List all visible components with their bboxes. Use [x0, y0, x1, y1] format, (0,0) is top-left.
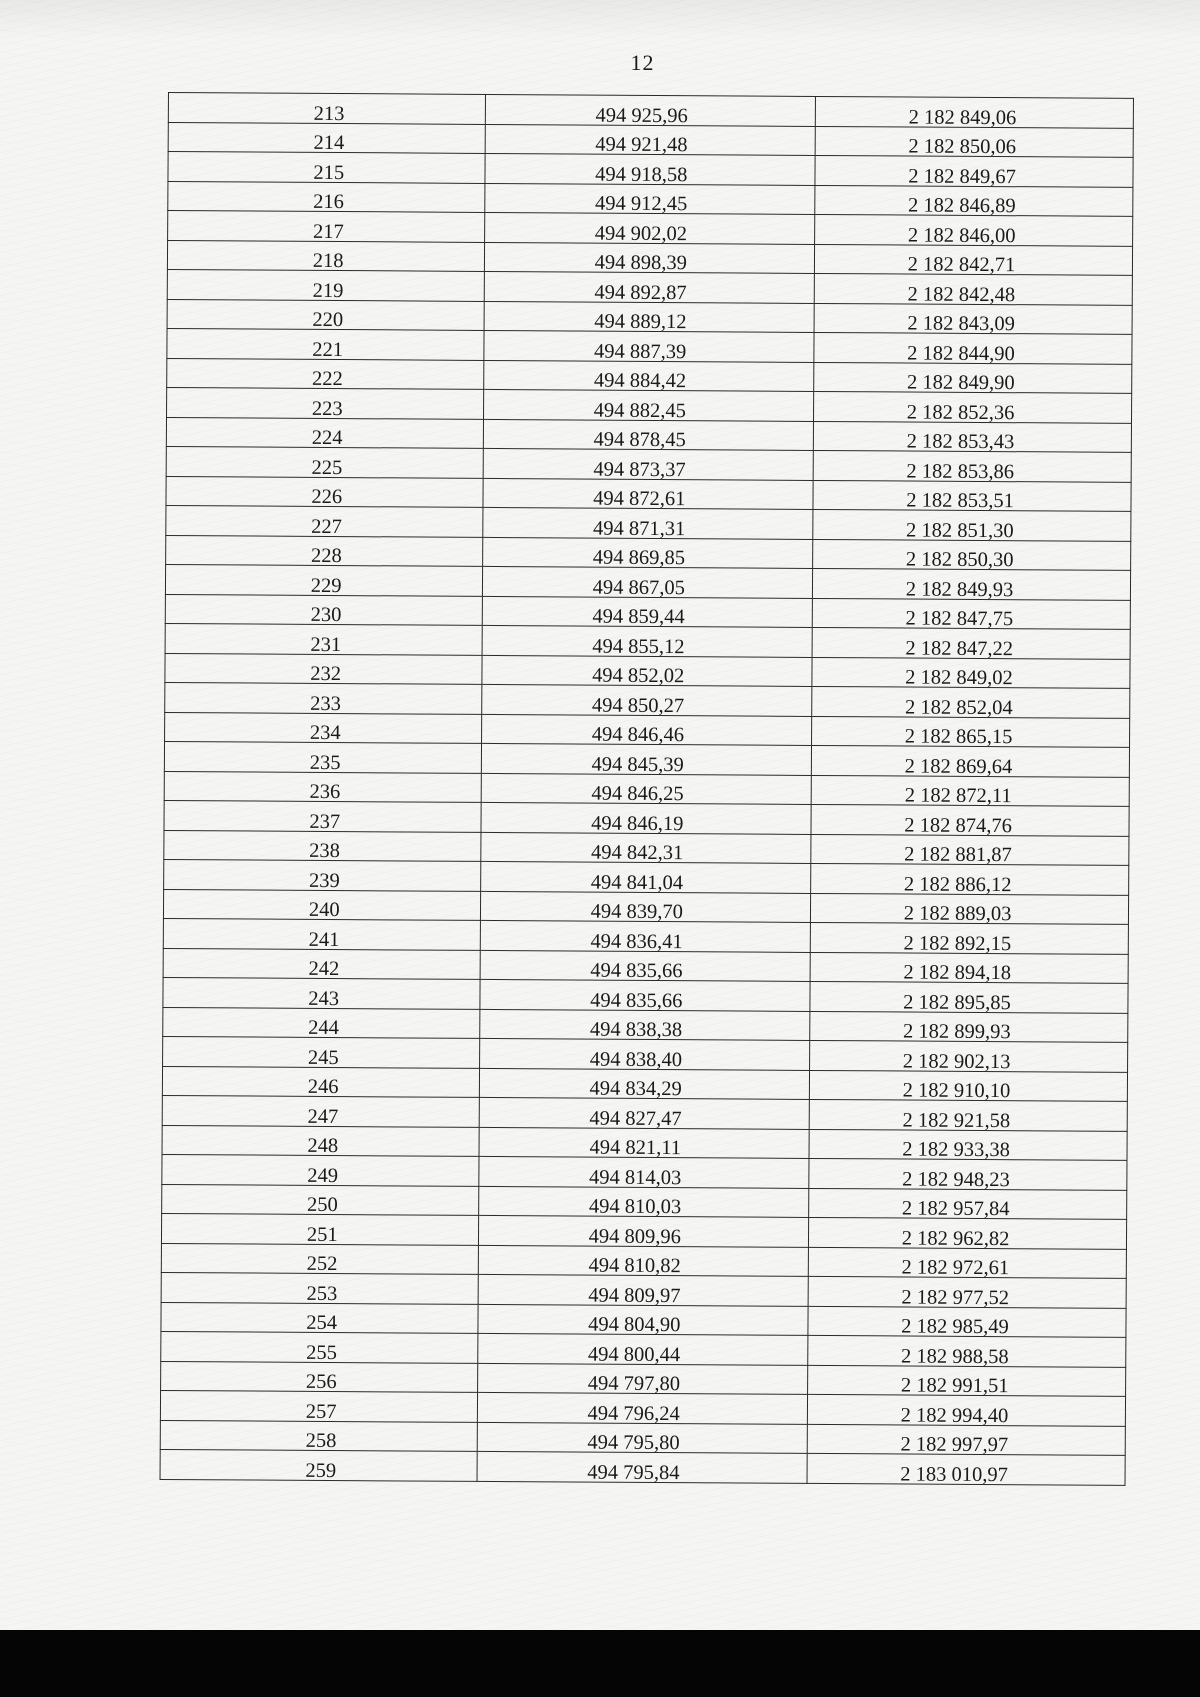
- y-coordinate-value: 2 182 997,97: [900, 1433, 1009, 1457]
- y-coordinate-value: 2 182 852,04: [904, 696, 1013, 719]
- x-coordinate-cell: [481, 920, 811, 952]
- y-coordinate-cell: [809, 1217, 1127, 1248]
- x-coordinate-cell: [478, 1304, 808, 1336]
- y-coordinate-value: 2 182 844,90: [907, 342, 1015, 365]
- point-number-value: 248: [307, 1134, 339, 1158]
- y-coordinate-cell: [808, 1247, 1126, 1278]
- x-coordinate-cell: [483, 566, 813, 598]
- point-number-value: 256: [305, 1370, 337, 1394]
- point-number-value: 245: [307, 1046, 339, 1069]
- point-number-cell: [165, 594, 483, 625]
- x-coordinate-value: 494 804,90: [588, 1313, 681, 1337]
- point-number-cell: [164, 859, 482, 890]
- y-coordinate-cell: [810, 981, 1128, 1012]
- point-number-cell: [163, 948, 481, 979]
- y-coordinate-cell: [814, 273, 1132, 304]
- x-coordinate-cell: [479, 1156, 809, 1188]
- point-number-cell: [163, 889, 481, 920]
- point-number-cell: [163, 1007, 481, 1038]
- x-coordinate-value: 494 921,48: [595, 133, 688, 157]
- point-number-cell: [160, 1420, 478, 1451]
- y-coordinate-value: 2 182 849,67: [908, 165, 1016, 188]
- point-number-value: 237: [309, 810, 341, 833]
- point-number-cell: [164, 741, 482, 772]
- point-number-value: 213: [313, 102, 345, 125]
- y-coordinate-cell: [808, 1306, 1126, 1337]
- point-number-cell: [161, 1243, 479, 1274]
- point-number-value: 253: [306, 1282, 338, 1305]
- x-coordinate-cell: [480, 1009, 810, 1041]
- x-coordinate-cell: [480, 1038, 810, 1070]
- y-coordinate-cell: [809, 1158, 1127, 1189]
- y-coordinate-cell: [813, 450, 1131, 481]
- x-coordinate-value: 494 898,39: [594, 251, 687, 275]
- x-coordinate-cell: [479, 1245, 809, 1277]
- x-coordinate-cell: [482, 773, 812, 805]
- x-coordinate-cell: [484, 301, 814, 333]
- x-coordinate-value: 494 872,61: [593, 487, 686, 511]
- y-coordinate-value: 2 182 910,10: [902, 1079, 1011, 1103]
- x-coordinate-cell: [479, 1186, 809, 1218]
- point-number-value: 235: [309, 751, 341, 774]
- x-coordinate-value: 494 839,70: [590, 900, 683, 924]
- x-coordinate-value: 494 796,24: [587, 1402, 680, 1425]
- x-coordinate-value: 494 889,12: [594, 310, 687, 334]
- x-coordinate-cell: [485, 242, 815, 274]
- point-number-value: 227: [311, 515, 343, 538]
- x-coordinate-cell: [485, 153, 815, 185]
- y-coordinate-cell: [811, 804, 1129, 835]
- x-coordinate-value: 494 878,45: [593, 428, 686, 452]
- point-number-value: 218: [312, 249, 344, 273]
- y-coordinate-cell: [811, 745, 1129, 776]
- page-number: 12: [630, 50, 655, 75]
- x-coordinate-cell: [482, 655, 812, 687]
- y-coordinate-cell: [814, 332, 1132, 363]
- x-coordinate-value: 494 838,38: [589, 1018, 683, 1042]
- point-number-value: 236: [309, 780, 341, 804]
- y-coordinate-value: 2 182 849,93: [905, 578, 1014, 601]
- x-coordinate-value: 494 836,41: [590, 930, 683, 953]
- y-coordinate-cell: [808, 1365, 1126, 1396]
- y-coordinate-cell: [809, 1129, 1127, 1160]
- point-number-cell: [163, 918, 481, 949]
- y-coordinate-cell: [813, 509, 1131, 540]
- point-number-cell: [160, 1390, 478, 1421]
- point-number-value: 221: [312, 338, 344, 361]
- point-number-cell: [165, 712, 483, 743]
- point-number-value: 238: [309, 839, 341, 863]
- x-coordinate-cell: [478, 1363, 808, 1395]
- y-coordinate-cell: [810, 922, 1128, 953]
- y-coordinate-cell: [813, 480, 1131, 511]
- y-coordinate-value: 2 182 899,93: [902, 1020, 1011, 1044]
- x-coordinate-value: 494 855,12: [592, 635, 685, 658]
- x-coordinate-cell: [482, 714, 812, 746]
- y-coordinate-value: 2 182 886,12: [903, 873, 1012, 896]
- y-coordinate-cell: [811, 775, 1129, 806]
- x-coordinate-value: 494 845,39: [591, 753, 684, 776]
- y-coordinate-cell: [815, 155, 1133, 186]
- x-coordinate-value: 494 871,31: [592, 517, 686, 540]
- y-coordinate-value: 2 182 977,52: [901, 1286, 1010, 1309]
- x-coordinate-cell: [482, 743, 812, 775]
- y-coordinate-value: 2 182 853,43: [906, 430, 1015, 454]
- point-number-value: 257: [305, 1400, 337, 1423]
- x-coordinate-cell: [478, 1422, 808, 1454]
- y-coordinate-cell: [815, 185, 1133, 216]
- x-coordinate-cell: [479, 1215, 809, 1247]
- x-coordinate-cell: [483, 507, 813, 539]
- x-coordinate-value: 494 892,87: [594, 281, 687, 304]
- x-coordinate-value: 494 800,44: [587, 1343, 681, 1366]
- y-coordinate-cell: [809, 1070, 1127, 1101]
- point-number-value: 249: [307, 1164, 339, 1187]
- y-coordinate-value: 2 182 894,18: [903, 961, 1012, 985]
- y-coordinate-value: 2 182 985,49: [901, 1315, 1009, 1339]
- point-number-value: 246: [307, 1075, 339, 1099]
- y-coordinate-value: 2 182 881,87: [904, 843, 1012, 867]
- x-coordinate-value: 494 838,40: [589, 1048, 683, 1071]
- point-number-value: 250: [306, 1193, 338, 1217]
- point-number-cell: [168, 211, 486, 242]
- y-coordinate-cell: [811, 834, 1129, 865]
- point-number-cell: [165, 564, 483, 595]
- y-coordinate-value: 2 182 872,11: [904, 784, 1012, 808]
- y-coordinate-value: 2 182 849,02: [905, 666, 1013, 690]
- y-coordinate-value: 2 182 962,82: [901, 1227, 1010, 1250]
- point-number-cell: [166, 505, 484, 536]
- point-number-cell: [163, 977, 481, 1008]
- y-coordinate-value: 2 182 853,51: [906, 489, 1014, 513]
- y-coordinate-cell: [808, 1276, 1126, 1307]
- point-number-value: 222: [312, 367, 343, 391]
- x-coordinate-cell: [484, 448, 814, 480]
- y-coordinate-cell: [807, 1424, 1125, 1455]
- point-number-value: 259: [305, 1459, 337, 1482]
- x-coordinate-cell: [481, 802, 811, 834]
- point-number-value: 239: [308, 869, 340, 892]
- x-coordinate-value: 494 846,19: [591, 812, 684, 835]
- y-coordinate-cell: [814, 303, 1132, 334]
- x-coordinate-cell: [484, 389, 814, 421]
- point-number-cell: [168, 122, 486, 153]
- point-number-value: 229: [310, 574, 342, 597]
- point-number-cell: [161, 1213, 479, 1244]
- y-coordinate-cell: [813, 568, 1131, 599]
- x-coordinate-value: 494 852,02: [592, 664, 685, 688]
- y-coordinate-cell: [813, 539, 1131, 570]
- y-coordinate-cell: [815, 214, 1133, 245]
- point-number-cell: [165, 682, 483, 713]
- y-coordinate-value: 2 182 902,13: [902, 1050, 1011, 1073]
- point-number-value: 231: [310, 633, 342, 656]
- y-coordinate-value: 2 182 892,15: [903, 932, 1012, 955]
- point-number-value: 251: [306, 1223, 338, 1246]
- coordinates-table: [160, 92, 1134, 1485]
- point-number-cell: [168, 93, 486, 124]
- y-coordinate-cell: [813, 421, 1131, 452]
- x-coordinate-value: 494 810,82: [588, 1254, 681, 1278]
- y-coordinate-value: 2 182 850,30: [905, 548, 1014, 572]
- point-number-cell: [162, 1095, 480, 1126]
- point-number-cell: [160, 1449, 478, 1480]
- x-coordinate-value: 494 795,84: [587, 1461, 680, 1484]
- x-coordinate-value: 494 827,47: [589, 1107, 682, 1130]
- point-number-cell: [167, 387, 485, 418]
- y-coordinate-value: 2 182 889,03: [903, 902, 1012, 926]
- point-number-value: 224: [311, 426, 343, 450]
- point-number-value: 228: [310, 544, 342, 568]
- y-coordinate-value: 2 182 852,36: [906, 401, 1015, 424]
- x-coordinate-cell: [480, 1097, 810, 1129]
- y-coordinate-cell: [814, 391, 1132, 422]
- y-coordinate-value: 2 182 895,85: [903, 991, 1011, 1014]
- point-number-value: 223: [311, 397, 343, 420]
- y-coordinate-value: 2 182 842,71: [907, 253, 1016, 277]
- point-number-value: 216: [313, 190, 344, 214]
- x-coordinate-value: 494 912,45: [594, 192, 688, 216]
- y-coordinate-value: 2 182 874,76: [904, 814, 1012, 837]
- x-coordinate-cell: [485, 183, 815, 215]
- point-number-value: 220: [312, 308, 344, 332]
- y-coordinate-value: 2 182 994,40: [900, 1404, 1009, 1427]
- x-coordinate-cell: [481, 832, 811, 864]
- y-coordinate-value: 2 182 869,64: [904, 755, 1013, 778]
- x-coordinate-value: 494 835,66: [590, 959, 683, 983]
- y-coordinate-value: 2 182 991,51: [900, 1374, 1009, 1398]
- y-coordinate-cell: [812, 657, 1130, 688]
- x-coordinate-value: 494 809,96: [588, 1225, 681, 1248]
- y-coordinate-cell: [815, 126, 1133, 157]
- x-coordinate-value: 494 795,80: [587, 1431, 680, 1455]
- y-coordinate-cell: [814, 362, 1132, 393]
- x-coordinate-cell: [479, 1127, 809, 1159]
- y-coordinate-cell: [811, 863, 1129, 894]
- y-coordinate-cell: [808, 1394, 1126, 1425]
- point-number-value: 240: [308, 898, 340, 922]
- x-coordinate-value: 494 850,27: [591, 694, 685, 717]
- point-number-cell: [161, 1331, 479, 1362]
- point-number-cell: [162, 1125, 480, 1156]
- y-coordinate-value: 2 182 842,48: [907, 283, 1016, 306]
- x-coordinate-cell: [481, 861, 811, 893]
- point-number-value: 226: [311, 485, 343, 509]
- x-coordinate-value: 494 918,58: [595, 163, 688, 186]
- point-number-cell: [164, 830, 482, 861]
- x-coordinate-cell: [478, 1333, 808, 1365]
- point-number-cell: [163, 1036, 481, 1067]
- point-number-cell: [161, 1361, 479, 1392]
- x-coordinate-value: 494 834,29: [589, 1077, 682, 1101]
- y-coordinate-cell: [812, 686, 1130, 717]
- y-coordinate-value: 2 182 850,06: [908, 135, 1017, 159]
- y-coordinate-value: 2 182 847,75: [905, 607, 1014, 631]
- x-coordinate-cell: [477, 1451, 807, 1483]
- x-coordinate-value: 494 902,02: [594, 222, 688, 245]
- point-number-cell: [161, 1302, 479, 1333]
- x-coordinate-cell: [484, 330, 814, 362]
- point-number-cell: [167, 240, 485, 271]
- x-coordinate-value: 494 846,25: [591, 782, 684, 806]
- point-number-cell: [164, 771, 482, 802]
- point-number-value: 254: [306, 1311, 338, 1335]
- x-coordinate-value: 494 867,05: [592, 576, 685, 599]
- y-coordinate-cell: [815, 244, 1133, 275]
- point-number-cell: [168, 152, 486, 183]
- y-coordinate-cell: [812, 716, 1130, 747]
- point-number-cell: [167, 328, 485, 359]
- x-coordinate-value: 494 842,31: [590, 841, 684, 865]
- y-coordinate-value: 2 182 851,30: [906, 519, 1014, 542]
- point-number-cell: [164, 800, 482, 831]
- point-number-value: 247: [307, 1105, 339, 1128]
- point-number-cell: [161, 1272, 479, 1303]
- scan-background-strip: [0, 1630, 1200, 1697]
- y-coordinate-cell: [809, 1188, 1127, 1219]
- x-coordinate-cell: [478, 1392, 808, 1424]
- point-number-cell: [167, 358, 485, 389]
- table-row: [168, 93, 1133, 128]
- y-coordinate-value: 2 182 988,58: [900, 1345, 1009, 1368]
- x-coordinate-value: 494 859,44: [592, 605, 685, 629]
- point-number-cell: [167, 269, 485, 300]
- y-coordinate-cell: [812, 627, 1130, 658]
- y-coordinate-value: 2 182 933,38: [902, 1138, 1010, 1162]
- point-number-value: 219: [312, 279, 344, 302]
- point-number-value: 225: [311, 456, 343, 479]
- x-coordinate-value: 494 810,03: [588, 1195, 682, 1219]
- y-coordinate-cell: [810, 1040, 1128, 1071]
- y-coordinate-cell: [811, 893, 1129, 924]
- y-coordinate-value: 2 182 849,06: [908, 106, 1017, 129]
- point-number-value: 214: [313, 131, 345, 155]
- x-coordinate-cell: [482, 684, 812, 716]
- x-coordinate-cell: [484, 360, 814, 392]
- x-coordinate-cell: [486, 124, 816, 156]
- x-coordinate-cell: [483, 625, 813, 657]
- y-coordinate-cell: [807, 1453, 1125, 1484]
- point-number-cell: [165, 653, 483, 684]
- x-coordinate-cell: [484, 419, 814, 451]
- y-coordinate-value: 2 182 853,86: [906, 460, 1015, 483]
- x-coordinate-cell: [483, 537, 813, 569]
- y-coordinate-cell: [812, 598, 1130, 629]
- y-coordinate-value: 2 182 847,22: [905, 637, 1014, 660]
- point-number-value: 217: [312, 220, 344, 243]
- point-number-cell: [166, 476, 484, 507]
- x-coordinate-value: 494 841,04: [590, 871, 684, 894]
- point-number-value: 258: [305, 1429, 337, 1453]
- point-number-cell: [162, 1184, 480, 1215]
- point-number-value: 244: [308, 1016, 339, 1040]
- x-coordinate-value: 494 809,97: [588, 1284, 681, 1307]
- x-coordinate-value: 494 884,42: [593, 369, 687, 393]
- point-number-value: 215: [313, 161, 345, 184]
- x-coordinate-value: 494 869,85: [592, 546, 686, 570]
- y-coordinate-value: 2 182 846,00: [907, 224, 1016, 247]
- y-coordinate-value: 2 182 921,58: [902, 1109, 1011, 1132]
- coordinates-table-body: [160, 93, 1133, 1485]
- point-number-value: 241: [308, 928, 340, 951]
- y-coordinate-value: 2 182 972,61: [901, 1256, 1010, 1280]
- y-coordinate-value: 2 182 843,09: [907, 312, 1016, 336]
- y-coordinate-value: 2 182 957,84: [901, 1197, 1010, 1221]
- x-coordinate-cell: [483, 478, 813, 510]
- x-coordinate-cell: [486, 94, 816, 126]
- y-coordinate-value: 2 182 865,15: [904, 725, 1013, 749]
- x-coordinate-value: 494 835,66: [590, 989, 683, 1012]
- x-coordinate-value: 494 882,45: [593, 399, 687, 422]
- y-coordinate-value: 2 182 849,90: [906, 371, 1015, 395]
- point-number-cell: [162, 1066, 480, 1097]
- x-coordinate-value: 494 925,96: [595, 104, 688, 127]
- x-coordinate-value: 494 821,11: [589, 1136, 682, 1160]
- point-number-cell: [166, 417, 484, 448]
- point-number-cell: [165, 623, 483, 654]
- x-coordinate-value: 494 814,03: [588, 1166, 682, 1189]
- y-coordinate-cell: [808, 1335, 1126, 1366]
- scan-shadow: [0, 0, 1200, 40]
- y-coordinate-value: 2 182 846,89: [908, 194, 1016, 218]
- point-number-value: 233: [310, 692, 341, 715]
- x-coordinate-value: 494 797,80: [587, 1372, 681, 1396]
- x-coordinate-cell: [480, 1068, 810, 1100]
- y-coordinate-cell: [809, 1099, 1127, 1130]
- x-coordinate-cell: [479, 1274, 809, 1306]
- x-coordinate-cell: [483, 596, 813, 628]
- point-number-value: 252: [306, 1252, 338, 1276]
- y-coordinate-value: 2 183 010,97: [900, 1462, 1009, 1486]
- point-number-cell: [166, 535, 484, 566]
- x-coordinate-cell: [485, 212, 815, 244]
- point-number-value: 232: [310, 662, 342, 686]
- x-coordinate-cell: [485, 271, 815, 303]
- point-number-value: 255: [306, 1341, 337, 1364]
- x-coordinate-value: 494 887,39: [594, 340, 687, 363]
- point-number-value: 230: [310, 603, 342, 627]
- y-coordinate-cell: [815, 96, 1133, 127]
- point-number-cell: [167, 299, 485, 330]
- point-number-value: 242: [308, 957, 340, 981]
- point-number-cell: [168, 181, 486, 212]
- y-coordinate-value: 2 182 948,23: [902, 1168, 1010, 1191]
- x-coordinate-cell: [481, 891, 811, 923]
- point-number-cell: [166, 446, 484, 477]
- x-coordinate-value: 494 846,46: [591, 723, 685, 747]
- x-coordinate-value: 494 873,37: [593, 458, 686, 481]
- point-number-cell: [162, 1154, 480, 1185]
- x-coordinate-cell: [481, 950, 811, 982]
- point-number-value: 243: [308, 987, 340, 1010]
- x-coordinate-cell: [480, 979, 810, 1011]
- y-coordinate-cell: [810, 952, 1128, 983]
- y-coordinate-cell: [810, 1011, 1128, 1042]
- point-number-value: 234: [309, 721, 341, 745]
